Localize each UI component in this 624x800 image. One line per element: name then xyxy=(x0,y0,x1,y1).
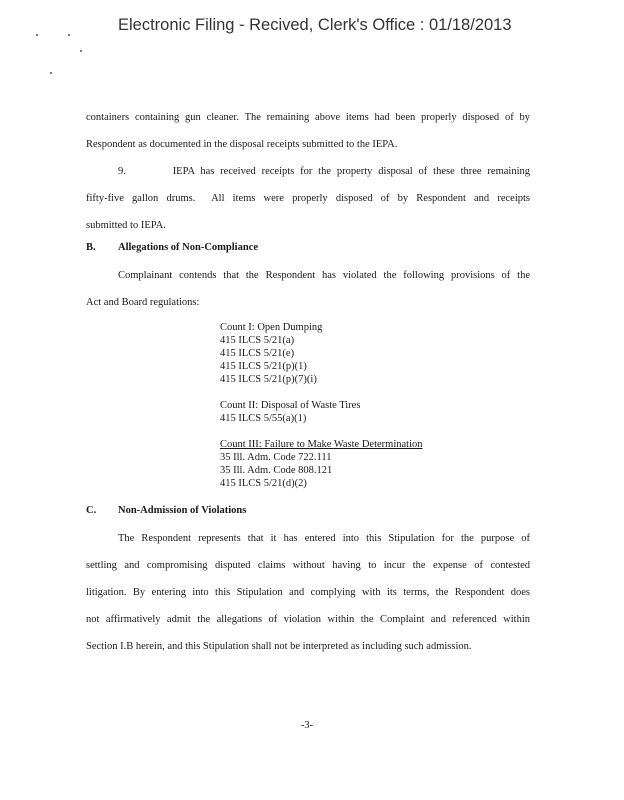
section-letter: C. xyxy=(86,505,97,516)
count-citation: 415 ILCS 5/55(a)(1) xyxy=(220,413,307,424)
text-line: submitted to IEPA. xyxy=(86,220,166,231)
count-citation: 415 ILCS 5/21(e) xyxy=(220,348,295,359)
text-line: containers containing gun cleaner. The remaining above items had been properly disposed of by xyxy=(86,112,530,123)
count-1 xyxy=(220,321,423,386)
page-number: -3- xyxy=(300,720,314,731)
count-citation: 35 Ill. Adm. Code 722.111 xyxy=(220,452,332,463)
count-citation: 35 Ill. Adm. Code 808.121 xyxy=(220,465,333,476)
count-title: Count I: Open Dumping xyxy=(220,322,323,333)
count-citation: 415 ILCS 5/21(a) xyxy=(220,335,295,346)
paragraph-9 xyxy=(86,158,530,239)
count-citation: 415 ILCS 5/21(d)(2) xyxy=(220,478,307,489)
counts-list xyxy=(220,321,423,503)
scan-speck xyxy=(36,34,38,36)
section-title: Non-Admission of Violations xyxy=(118,505,247,516)
text-line: Complainant contends that the Respondent has violated the following provisions of the xyxy=(118,270,530,281)
paragraph-8-continuation xyxy=(86,104,530,158)
text-line: Section I.B herein, and this Stipulation shall not be interpreted as including such admission. xyxy=(86,641,472,652)
text-line: 9. IEPA has received receipts for the property disposal of these three remaining xyxy=(118,166,530,177)
section-c-heading xyxy=(86,505,246,516)
text-line: not affirmatively admit the allegations of violation within the Complaint and referenced within xyxy=(86,614,530,625)
count-citation: 415 ILCS 5/21(p)(1) xyxy=(220,361,307,372)
section-title: Allegations of Non-Compliance xyxy=(118,242,258,253)
section-c-body xyxy=(86,525,530,660)
text-line: Act and Board regulations: xyxy=(86,297,200,308)
text-line: litigation. By entering into this Stipulation and complying with its terms, the Respondent does xyxy=(86,587,530,598)
count-title: Count II: Disposal of Waste Tires xyxy=(220,400,361,411)
scan-speck xyxy=(50,72,52,74)
text-line: fifty-five gallon drums. All items were properly disposed of by Respondent and receipts xyxy=(86,193,530,204)
count-citation: 415 ILCS 5/21(p)(7)(i) xyxy=(220,374,317,385)
text-line: Respondent as documented in the disposal receipts submitted to the IEPA. xyxy=(86,139,398,150)
scan-speck xyxy=(68,34,70,36)
section-letter: B. xyxy=(86,242,96,253)
text-line: settling and compromising disputed claims without having to incur the expense of contested xyxy=(86,560,530,571)
text-line: The Respondent represents that it has entered into this Stipulation for the purpose of xyxy=(118,533,530,544)
count-3 xyxy=(220,438,423,490)
section-b-heading xyxy=(86,242,258,253)
count-title: Count III: Failure to Make Waste Determination xyxy=(220,439,423,450)
section-b-intro xyxy=(86,262,530,316)
count-2 xyxy=(220,399,423,425)
scan-speck xyxy=(80,50,82,52)
filing-stamp-header: Electronic Filing - Recived, Clerk's Office : 01/18/2013 xyxy=(118,16,512,34)
